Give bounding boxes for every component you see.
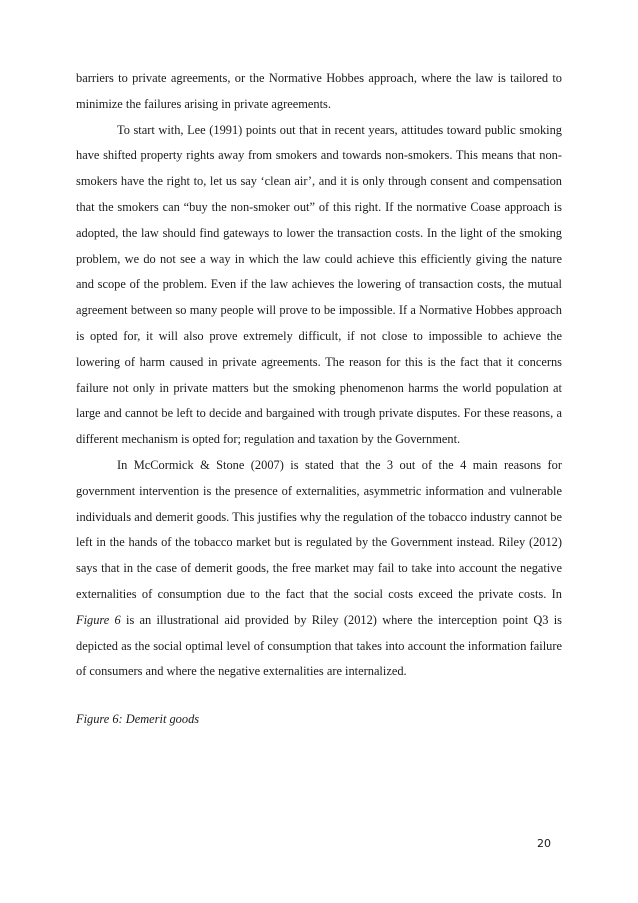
paragraph-2-text: To start with, Lee (1991) points out that in recent years, attitudes toward public smoking have shifted property rights away from smokers and towards non-smokers. This means that non-smokers have the right to, let us say ‘clean air’, and it is only through consent and compensation that the smokers can “buy the non-smoker out” of this right. If the normative Coase approach is adopted, the law should find gateways to lower the transaction costs. In the light of the smoking problem, we do not see a way in which the law could achieve this efficiently giving the nature and scope of the problem. Even if the law achieves the lowering of transaction costs, the mutual agreement between so many people will prove to be impossible. If a Normative Hobbes approach is opted for, it will also prove extremely difficult, if not close to impossible to achieve the lowering of harm caused in private agreements. The reason for this is the fact that it concerns failure not only in private matters but the smoking phenomenon harms the world population at large and cannot be left to decide and bargained with trough private disputes. For these reasons, a different mechanism is opted for; regulation and taxation by the Government. (76, 122, 562, 447)
page-number: 20 (537, 837, 551, 850)
paragraph-3-text-b: is an illustrational aid provided by Riley (2012) where the interception point Q3 is depicted as the social optimal level of consumption that takes into account the information failure of consumers and where the negative externalities are internalized. (76, 612, 562, 679)
paragraph-1-text: barriers to private agreements, or the Normative Hobbes approach, where the law is tailored to minimize the failures arising in private agreements. (76, 71, 562, 111)
paragraph-3 (76, 453, 562, 685)
paragraph-2 (76, 118, 562, 453)
paragraph-1 (76, 66, 562, 118)
paragraph-3-text-a: In McCormick & Stone (2007) is stated that the 3 out of the 4 main reasons for government intervention is the presence of externalities, asymmetric information and vulnerable individuals and demerit goods. This justifies why the regulation of the tobacco industry cannot be left in the hands of the tobacco market but is regulated by the Government instead. Riley (2012) says that in the case of demerit goods, the free market may fail to take into account the negative externalities of consumption due to the fact that the social costs exceed the private costs. In (76, 457, 562, 601)
document-page (76, 66, 562, 733)
figure-reference: Figure 6 (76, 612, 121, 627)
figure-caption: Figure 6: Demerit goods (76, 712, 200, 727)
